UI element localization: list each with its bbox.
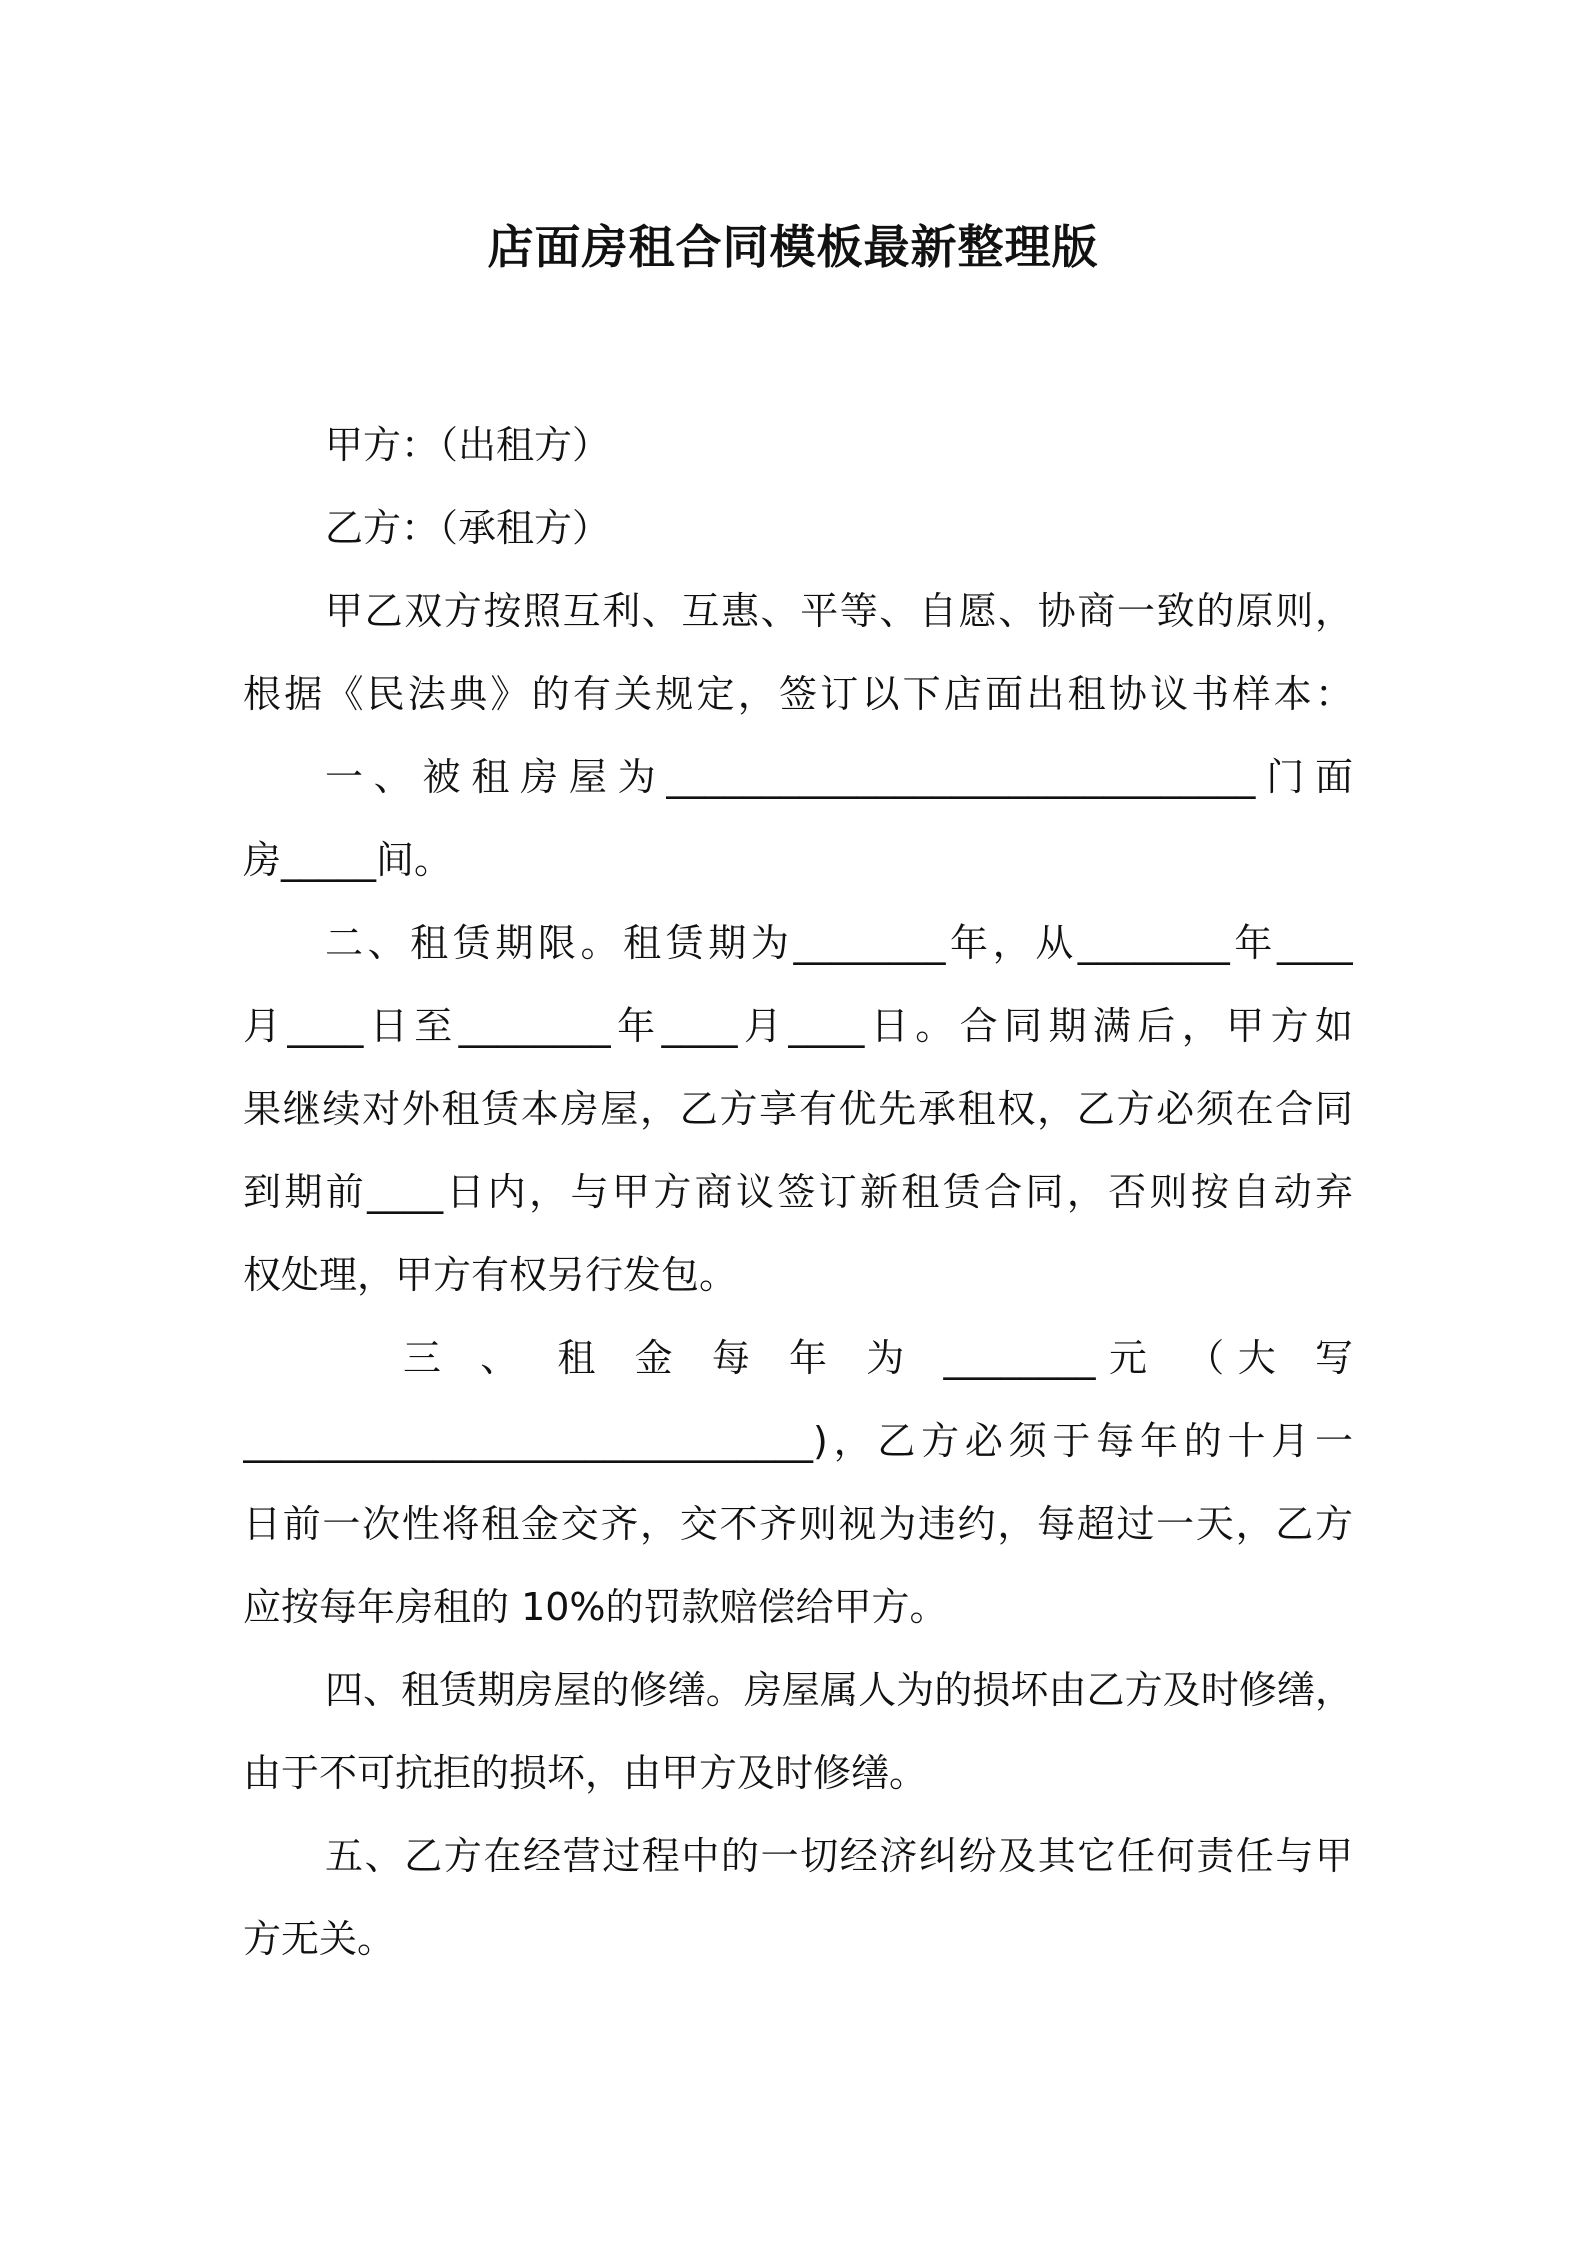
clause-5-line-1: 五、乙方在经营过程中的一切经济纠纷及其它任何责任与甲 — [325, 1834, 1353, 1878]
clause-1-line-1: 一、被租房屋为_______________________________门面 — [325, 755, 1353, 799]
clause-4-line-1: 四、租赁期房屋的修缮。房屋属人为的损坏由乙方及时修缮， — [325, 1668, 1353, 1712]
document-title: 店面房租合同模板最新整理版 — [487, 220, 1099, 274]
clause-2-line-5: 权处理，甲方有权另行发包。 — [243, 1253, 738, 1297]
clause-2-line-4: 到期前____日内，与甲方商议签订新租赁合同，否则按自动弃 — [243, 1170, 1353, 1214]
clause-2-line-1: 二、租赁期限。租赁期为________年，从________年____ — [325, 921, 1353, 965]
intro-line-2: 根据《民法典》的有关规定，签订以下店面出租协议书样本： — [243, 672, 1353, 716]
clause-2-line-2: 月____日至________年____月____日。合同期满后，甲方如 — [243, 1004, 1353, 1048]
clause-5-line-2: 方无关。 — [243, 1917, 396, 1961]
clause-3-line-4: 应按每年房租的 10%的罚款赔偿给甲方。 — [243, 1585, 948, 1629]
contract-body — [243, 404, 1353, 1981]
clause-4-line-2: 由于不可抗拒的损坏，由甲方及时修缮。 — [243, 1751, 928, 1795]
party-b-line: 乙方：（承租方） — [325, 506, 611, 550]
intro-line-1: 甲乙双方按照互利、互惠、平等、自愿、协商一致的原则， — [325, 589, 1353, 633]
clause-2-line-3: 果继续对外租赁本房屋，乙方享有优先承租权，乙方必须在合同 — [243, 1087, 1353, 1131]
clause-1-line-2: 房_____间。 — [243, 838, 453, 882]
clause-3-line-2: ______________________________)，乙方必须于每年的十月一 — [243, 1419, 1353, 1463]
clause-3-line-3: 日前一次性将租金交齐，交不齐则视为违约，每超过一天，乙方 — [243, 1502, 1353, 1546]
clause-3-line-1: 三 、 租 金 每 年 为 ________元 （大 写 — [403, 1336, 1353, 1380]
party-a-line: 甲方：（出租方） — [325, 423, 611, 467]
